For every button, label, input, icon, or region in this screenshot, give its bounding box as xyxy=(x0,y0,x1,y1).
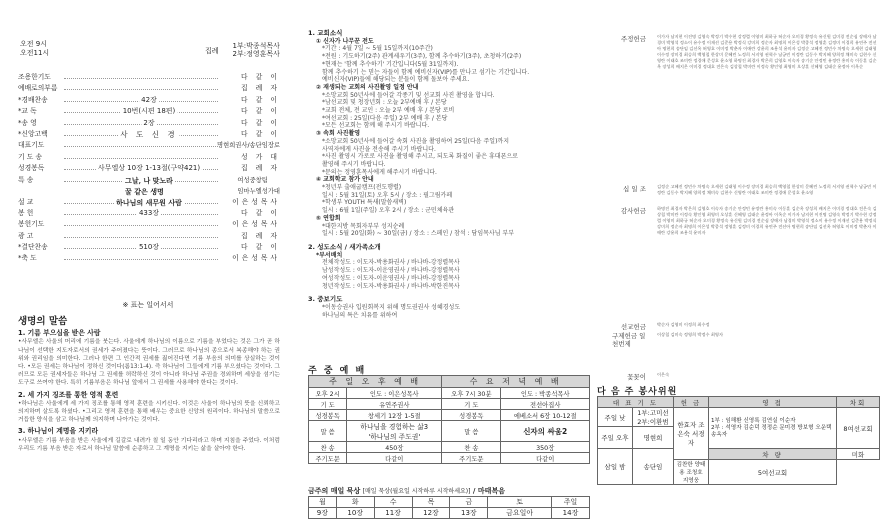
meditation-table xyxy=(308,496,590,519)
news-item-line: *대한지방 목회자부부 성지순례 xyxy=(322,222,405,230)
offering-names: 이은숙 xyxy=(657,372,670,377)
news-item-title: ② 재생되는 교회의 사진촬영 일정 안내 xyxy=(316,83,419,91)
news-item-line: *기간 : 4월 7일 ~ 5월 15일까지(10주간) xyxy=(322,45,433,53)
news-item-line: *사진 촬영시 가로로 사진을 촬영해 주시고, 되도록 화질이 좋은 휴대폰으로 xyxy=(322,153,518,161)
service-leaders xyxy=(205,42,280,58)
weekday-services-table xyxy=(308,375,590,464)
offering-names: 이상철 김미숙 정영희 박정수 최영자 xyxy=(657,332,724,337)
order-row xyxy=(18,242,280,253)
order-person: 다 같 이 xyxy=(240,129,280,138)
order-row xyxy=(18,152,280,163)
meditation-chapter: 14장 xyxy=(552,508,590,519)
member-line: 여성작성도 : 이도자-이운영권사 / 바나바-강정렬목사 xyxy=(322,274,460,282)
news-item-line: *현재는 '함께 추수하기' 기간입니다(5월 31일까지). xyxy=(322,60,459,68)
wednesday-row-value: 다같이 xyxy=(501,453,590,464)
wednesday-row-label: 주기도문 xyxy=(442,453,501,464)
members-list xyxy=(308,259,588,290)
order-label: 특 송 xyxy=(18,175,34,184)
order-person: 이은성목사 xyxy=(232,197,280,206)
order-label: 광 고 xyxy=(18,231,34,240)
sermon-points xyxy=(18,329,280,453)
meditation-chapter: 13장 xyxy=(450,508,488,519)
news-items xyxy=(308,38,588,238)
next-week-servants-title: 다 음 주 봉사위원 xyxy=(597,387,678,397)
sermon-title: 생명의 말씀 xyxy=(18,316,68,327)
welcome-header: 영 접 xyxy=(709,397,837,408)
meditation-day: 토 xyxy=(488,497,552,508)
sunday-row-value: 하나님을 경험하는 삶3 '하나님의 주도권' xyxy=(347,421,442,442)
news-item-line: 예비신자(VIP)들에 해당되는 분들이 함께 돌보아 주세요. xyxy=(322,76,470,84)
leader-1: 1부:박종석목사 xyxy=(232,42,280,50)
wednesday-row-value: 에베소서 6장 10-12절 xyxy=(501,410,590,421)
members-subtitle: *부서배치 xyxy=(316,251,343,259)
sermon-point-heading: 2. 세 가지 징조를 통한 영적 훈련 xyxy=(18,390,119,399)
order-person: 다 같 이 xyxy=(240,118,280,127)
order-content: 사 도 신 경 xyxy=(120,129,178,139)
order-person: 다 같 이 xyxy=(240,73,280,81)
sunday-afternoon-label: 주일 오후 xyxy=(598,427,633,449)
order-row xyxy=(18,197,280,208)
order-label: 설 교 xyxy=(18,197,34,206)
offering-label: 선교헌금 xyxy=(620,323,646,331)
prayer-line: 하나님의 특은 치유를 위하여 xyxy=(322,311,398,319)
leader-label: 집례 xyxy=(205,47,219,55)
wednesday-row-label: 성경봉독 xyxy=(442,410,501,421)
order-of-worship-panel xyxy=(0,0,296,523)
offering-header: 헌 금 xyxy=(674,397,709,408)
meditation-day: 주일 xyxy=(552,497,590,508)
order-row xyxy=(18,253,280,264)
servants-table xyxy=(597,396,880,485)
news-item-line: *전원 : 기도하기(2주) 관계세우기(3주), 함께 추수하기(3주), 초청하기(2주) xyxy=(322,53,522,61)
sermon-point-body: •사무엘은 기름 부음을 받은 사울에게 길갈로 내려가 칠 일 동안 기다리라고 하며 지침을 주었다. 이처럼 우리도 기름 부음 받은 자로서 하나님 말씀에 순종하고 그 계명을 지키는 삶을 살아야 한다. xyxy=(18,437,280,452)
next-servants: 8여선교회 xyxy=(837,408,880,449)
news-item-line: *문의는 정영훈목사에게 해주시기 바랍니다. xyxy=(322,168,437,176)
sunday-time: 오후 2시 xyxy=(309,388,347,399)
order-dots xyxy=(64,146,218,147)
news-item-line: *소망교회 50년사에 들어갈 속회 사진을 촬영하여 25일(다음 주일)까지 xyxy=(322,137,509,145)
service-time-1: 오전 9시 xyxy=(20,40,47,48)
sunday-row-label: 말 씀 xyxy=(309,421,347,442)
order-person: 집 례 자 xyxy=(240,164,280,173)
wednesday-evening-header: 수 요 저 녁 예 배 xyxy=(442,376,590,388)
news-item-line: 일시 : 6월 1일(주일) 오후 2시 / 장소 : 군민체육관 xyxy=(322,207,455,215)
service-time-2: 오전11시 xyxy=(20,49,50,57)
order-dots xyxy=(64,237,218,238)
order-content: 10번(시편 18편) xyxy=(121,106,178,117)
meditation-day: 수 xyxy=(374,497,412,508)
news-item-line: *학생부 YOUTH 특새(말씀새벽) xyxy=(322,199,407,207)
order-person: 집 례 자 xyxy=(240,84,280,93)
meditation-subtitle: [매일 묵상(월요일 시작하루 시작하세요)] xyxy=(362,488,471,495)
news-item-line: 촬영해 주시기 바랍니다. xyxy=(322,160,386,168)
order-person: 다 같 이 xyxy=(240,243,280,252)
order-label: 대표기도 xyxy=(18,141,45,150)
services-row xyxy=(309,442,590,453)
sunday-afternoon-header: 주 일 오 후 예 배 xyxy=(309,376,442,388)
wednesday-time: 오후 7시 30분 xyxy=(442,388,501,399)
order-label: *신앙고백 xyxy=(18,129,48,138)
order-label: 조용한기도 xyxy=(18,73,51,81)
cleaning-header: 미화 xyxy=(837,449,880,460)
news-item-title: ① 신자가 나무꾼 전도 xyxy=(316,37,374,45)
sermon-section xyxy=(18,318,280,453)
wednesday-row-value: 신자의 싸움2 xyxy=(501,421,590,442)
order-label: 성경봉독 xyxy=(18,164,45,173)
wednesday-leader: 인도 : 박종석목사 xyxy=(501,388,590,399)
meditation-day: 화 xyxy=(336,497,374,508)
sunday-row-value: 450장 xyxy=(347,442,442,453)
order-person: 이은성목사 xyxy=(232,254,280,263)
order-row xyxy=(18,163,280,174)
offering-names: 이가자 남지현 이진명 김영숙 박정기 박수현 강정렬 이영미 최하규 허순자 오미경 황정숙 유신원 김미경 전순심 장애자 남경미 박영석 정소이 유수정 이재선 김준용 박정식 강미희 정순자 최명희 이은성 박종석 정영훈 김정미 이경희 유연주 전선아 명현희 송단임 김선옥 허영호 이미정 박춘자 이애란 강윤희 조용석 윤미자 김정순 고혜진 정민수 차명숙 오세현 김태형 이수정 장미경 최승희 백영철 한상미 문혜린 노정희 서지영 권혁수 남궁민 이정란 김동수 박지혜 양희정 채미숙 김현수 신영란 이태호 조미란 정경애 문성호 윤소영 하명진 최경자 박은희 김영호 이숙자 송기순 안정민 유정란 홍미숙 이동훈 김순옥 장성희 배지은 이미경 정대호 전은숙 김상철 박미란 이정숙 황인영 최영미 오상훈 신혜영 김태순 윤정아 이옥순 xyxy=(657,34,877,70)
order-content: 하나님의 새무원 사람 xyxy=(116,197,182,207)
offering-label: 십 일 조 xyxy=(623,185,646,193)
news-item-title: ③ 속회 사진촬영 xyxy=(316,130,361,138)
news-item-title: ⑤ 연합회 xyxy=(316,214,341,222)
order-dots xyxy=(64,225,218,226)
sermon-point-heading: 1. 기름 부으심을 받은 사람 xyxy=(18,329,101,338)
order-label: *축 도 xyxy=(18,254,37,263)
order-content: 그날, 나 맞노라 꿀 같은 생명 xyxy=(125,175,173,196)
order-person: 다 같 이 xyxy=(240,208,280,217)
sunday-row-value: 다같이 xyxy=(347,453,442,464)
order-dots xyxy=(64,78,218,79)
sunday-row-label: 주기도문 xyxy=(309,453,347,464)
order-person: 성 가 대 xyxy=(240,152,280,161)
services-row xyxy=(309,399,590,410)
sunday-afternoon-prayer: 명현희 xyxy=(633,427,674,449)
order-row xyxy=(18,118,280,129)
sunday-day-label: 주일 낮 xyxy=(598,408,633,427)
offering-names: 박순자 김영미 이정희 최수정 xyxy=(657,322,710,327)
weekday-services-title: 주 중 예 배 xyxy=(308,366,367,376)
order-dots xyxy=(64,158,218,159)
order-row xyxy=(18,129,280,140)
news-item-line: *소망교회 50년사에 들어갈 각종기 및 선교회 사진 촬영을 합니다. xyxy=(322,91,495,99)
order-content: 2장 xyxy=(141,118,156,129)
order-person: 다 같 이 xyxy=(240,95,280,104)
meditation-chapter: 11장 xyxy=(374,508,412,519)
offering-names: 하명진 최경자 박은희 김영호 이숙자 송기순 안정민 유정란 홍미숙 이동훈 김순옥 장성희 배지은 이미경 정대호 전은숙 김상철 박미란 이정숙 황인영 최영미 오상훈 신혜영 김태순 윤정아 이옥순 이가자 남지현 이진명 김영숙 박정기 박수현 강정렬 이영미 최하규 허순자 오미경 황정숙 유신원 김미경 전순심 장애자 남경미 박영석 정소이 유수정 이재선 김준용 박정식 강미희 정순자 최명희 이은성 박종석 정영훈 김정미 이경희 유연주 전선아 명현희 송단임 김선옥 허영호 이미정 박춘자 이애란 강윤희 조용석 윤미자 xyxy=(657,206,877,236)
services-row xyxy=(309,421,590,442)
offerings-panel xyxy=(597,0,880,523)
order-person: 여성중창팀 임마누엘성가대 xyxy=(237,176,280,195)
order-label: 예배로의부름 xyxy=(18,84,58,93)
prayer-line: *이동승권사 입원회복지 위해 명도권권사 성혜경성도 xyxy=(322,303,461,311)
news-item-line: *남선교회 및 청장년회 : 오늘 2부예배 후 / 본당 xyxy=(322,99,447,107)
order-person: 다 같 이 xyxy=(240,107,280,116)
offering-label: 감사헌금 xyxy=(620,207,646,215)
order-content: 사무엘상 10장 1-13절(구약421) xyxy=(96,163,202,174)
sunday-day-prayer: 1부:고미선 2부:이환범 xyxy=(633,408,674,427)
wednesday-row-label: 기 도 xyxy=(442,399,501,410)
prayer-heading: 3. 중보기도 xyxy=(308,295,343,304)
sermon-point-heading: 3. 하나님이 계명을 지키라 xyxy=(18,427,99,436)
sunday-row-label: 기 도 xyxy=(309,399,347,410)
meditation-title xyxy=(308,486,505,496)
news-item-line: 함께 추수하기 는 믿는 자들이 함께 예비신자(VIP)를 만나고 섬기는 기간입니다. xyxy=(322,68,530,76)
sunday-row-label: 성경봉독 xyxy=(309,410,347,421)
news-item-line: 일시 : 5월 20일(화) ~ 30일(금) / 장소 : 스페인 / 참석 : 담임목사님 부부 xyxy=(322,230,515,238)
meditation-days xyxy=(309,497,590,508)
offering-label: 주정헌금 xyxy=(620,35,646,43)
member-line: 남성작성도 : 이도자-이운영권사 / 바나바-강정렬목사 xyxy=(322,267,460,275)
order-dots xyxy=(64,89,218,90)
wednesday-row-label: 말 씀 xyxy=(442,421,501,442)
member-line: 청년작성도 : 이도자-박용화권사 / 바나바-박한진목사 xyxy=(322,282,460,290)
order-content: 42장 xyxy=(139,95,159,106)
news-item-line: *청년부 출애굽캠프(전도행렬) xyxy=(322,184,402,192)
members-heading: 2. 성도소식 / 새가족소개 xyxy=(308,242,381,251)
sermon-point-body: •사무엘은 사울의 머리에 기름을 붓는다. 사울에게 하나님의 이름으로 기름을 부었다는 것은 그가 곧 하나님이 선택한 지도자로서의 권세가 주어졌다는 뜻이다. 그러므로 하나님의 종으로서 복종해야 하는 권위와 권리임을 의미한다. 그러나 한편 그 인간적 권세를 짊어진다면 기름 부음의 의미를 상실하는 것이다. •모든 권세는 하나님이 정하신 것이다(롬13:1-4). 즉 하나님이 그들에게 기름 부으셨다는 것이다. 그러므로 모든 권세자들은 하나님 그 권세를 허락하신 것이 아니라 하나님 주권을 경외하며 세상을 섬기는 도구로 쓰여야 한다. 특히 기름부음은 하나님 앞에서 그 권세를 사용해야 한다는 것이다. xyxy=(18,339,280,387)
welcome-servants: 1부 : 임해환 신영록 김연실 이순자 2부 : 석영자 김순덕 정정순 문미경 방보형 오운택 송옥자 xyxy=(709,408,837,449)
car-header: 차 량 xyxy=(709,449,837,460)
wednesday-row-label: 찬 송 xyxy=(442,442,501,453)
sunday-row-value: 유연주권사 xyxy=(347,399,442,410)
meditation-book: / 마태복음 xyxy=(472,487,505,495)
wednesday-prayer: 송단임 xyxy=(633,449,674,485)
order-content: 510장 xyxy=(137,242,161,253)
order-row xyxy=(18,208,280,219)
order-person: 집 례 자 xyxy=(240,231,280,240)
news-item-line: *교회 전체, 전 교인 : 오늘 2부 예배 후 / 본당 로비 xyxy=(322,107,455,115)
order-label: 봉헌기도 xyxy=(18,220,45,229)
services-row xyxy=(309,410,590,421)
offering-label: 구제헌금 일천번제 xyxy=(612,332,646,348)
wednesday-label: 삼일 밤 xyxy=(598,449,633,485)
order-label: *송 영 xyxy=(18,118,37,127)
announcements-panel xyxy=(298,0,594,523)
news-item-line: 사역자에게 사진을 전송해 주시기 바랍니다. xyxy=(322,145,436,153)
meditation-chapter: 금요일아 xyxy=(488,508,552,519)
meditation-day: 월 xyxy=(309,497,337,508)
news-item-line: *모든 선교회는 함께 해 주시기 바랍니다. xyxy=(322,122,430,130)
next-header: 차회 xyxy=(837,397,880,408)
order-row xyxy=(18,140,280,151)
order-person: 명현희권사/송단임장로 xyxy=(217,142,280,150)
meditation-day: 금 xyxy=(450,497,488,508)
sermon-point-body: •하나님은 사울에게 세 가지 징조를 통해 영적 훈련을 시키신다. 이것은 사울이 하나님의 뜻을 신뢰하고 의지하며 살도록 하셨다. •그리고 영적 훈련을 통해 배우는 중요한 신앙의 원리이다. 하나님의 말씀으로 거듭한 양식을 삼고 하나님께 의지하며 나아가는 것이다. xyxy=(18,400,280,424)
order-label: *결단찬송 xyxy=(18,243,48,252)
member-line: 전체작성도 : 이도자-박용화권사 / 바나바-강정렬목사 xyxy=(322,259,460,267)
news-item-title: ④ 교회학교 참가 안내 xyxy=(316,176,374,184)
order-row xyxy=(18,95,280,106)
order-row xyxy=(18,106,280,117)
order-dots xyxy=(64,259,218,260)
leader-2: 2부:정영훈목사 xyxy=(232,50,280,58)
sunday-leader: 인도 : 이은성목사 xyxy=(347,388,442,399)
offering-label: 꽃꽂이 xyxy=(627,373,646,381)
prayer-list xyxy=(308,304,588,319)
car-servants: 김찬한 양태용 조청호 지영웅 xyxy=(674,460,709,485)
news-section xyxy=(308,28,588,319)
cleaning-servants: 5여선교회 xyxy=(709,460,837,485)
service-times xyxy=(20,40,49,58)
meditation-chapter: 10장 xyxy=(336,508,374,519)
meditation-chapters xyxy=(309,508,590,519)
news-item-line: 일시 : 5월 31일(토) 오후 5시 / 장소 : 필그림카페 xyxy=(322,191,453,199)
standing-note: ※ 표는 일어서서 xyxy=(122,301,174,309)
offering-servants: 한효자 조은숙 서경자 xyxy=(674,408,709,460)
order-content: 433장 xyxy=(137,208,161,219)
order-label: *경배찬송 xyxy=(18,95,48,104)
sunday-row-value: 창세기 12장 1-5절 xyxy=(347,410,442,421)
meditation-chapter: 9장 xyxy=(309,508,337,519)
order-row xyxy=(18,231,280,242)
prayer-header: 대 표 기 도 xyxy=(598,397,674,408)
services-row xyxy=(309,453,590,464)
order-row xyxy=(18,72,280,83)
order-row xyxy=(18,219,280,230)
wednesday-row-value: 전선아집사 xyxy=(501,399,590,410)
wednesday-row-value: 350장 xyxy=(501,442,590,453)
services-rows xyxy=(309,399,590,464)
sunday-row-label: 찬 송 xyxy=(309,442,347,453)
order-person: 이은성목사 xyxy=(232,220,280,229)
meditation-chapter: 12장 xyxy=(412,508,450,519)
order-label: 기 도 송 xyxy=(18,152,43,161)
order-label: 봉 헌 xyxy=(18,208,34,217)
news-heading: 1. 교회소식 xyxy=(308,29,343,37)
meditation-title-text: 금주의 매일 묵상 xyxy=(308,487,361,495)
order-row xyxy=(18,83,280,94)
offering-names: 김정순 고혜진 정민수 차명숙 오세현 김태형 이수정 장미경 최승희 백영철 한상미 문혜린 노정희 서지영 권혁수 남궁민 이정란 김동수 박지혜 양희정 채미숙 김현수 신영란 이태호 조미란 정경애 문성호 윤소영 xyxy=(657,184,877,196)
order-row xyxy=(18,175,280,197)
meditation-day: 목 xyxy=(412,497,450,508)
order-list xyxy=(18,72,280,265)
order-label: *교 독 xyxy=(18,107,37,116)
news-item-line: *여선교회 : 25일(다음 주일) 2부 예배 후 / 본당 xyxy=(322,114,448,122)
